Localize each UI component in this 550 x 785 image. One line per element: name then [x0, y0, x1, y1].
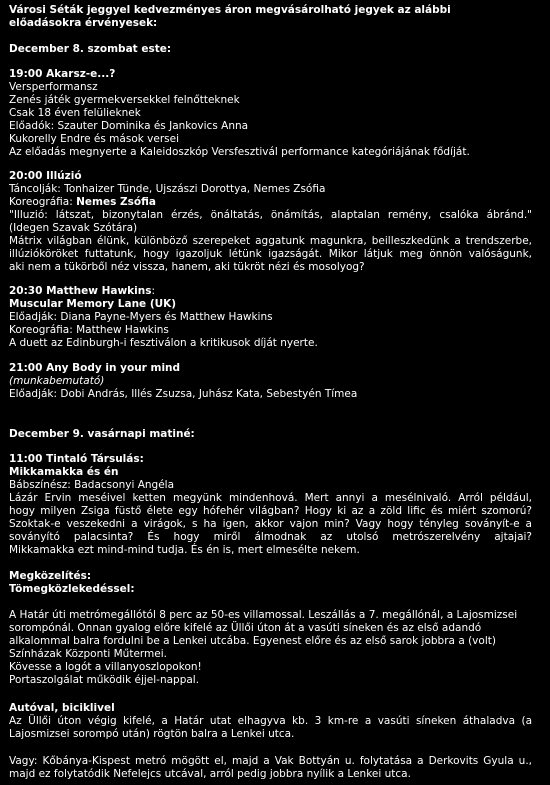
akarsz-title: 19:00 Akarsz-e...? [9, 68, 116, 80]
car-line: Lajosmizsei sorompó után) rögtön balra a Lenkei utca. [9, 728, 295, 740]
transit-line: Színházak Központi Műtermei. [9, 648, 167, 660]
illuzio-choreo-label: Koreográfia: [9, 196, 77, 208]
hawkins-title: 20:30 Matthew Hawkins [9, 285, 152, 297]
hawkins-line: Előadják: Diana Payne-Myers és Matthew Hawkins [9, 311, 273, 323]
hawkins-line: Koreográfia: Matthew Hawkins [9, 324, 169, 336]
intro-line-2: előadásokra érvényesek: [9, 17, 158, 29]
intro-line-1: Városi Séták jeggyel kedvezményes áron megvásárolható jegyek az alábbi [9, 4, 451, 16]
dec9-line: hogy milyen Zsiga füstő élete egy hófehér világban? Hogy ki az a zöld lific és miért szomorú? [9, 505, 532, 517]
dec8-heading: December 8. szombat este: [9, 43, 172, 55]
transit-line: sorompónál. Onnan gyalog előre kifelé az Üllői úton át a vasúti síneken és az első adandó [9, 622, 482, 634]
dec9-heading: December 9. vasárnapi matiné: [9, 428, 195, 440]
illuzio-line: "Illuzió: látszat, bizonytalan érzés, önáltatás, önámítás, alaptalan remény, csalóka ábránd." [9, 209, 532, 221]
dec9-line: Mikkamakka ezt mind-mind tudja. És én is, mert elmesélte nekem. [9, 544, 360, 556]
anybody-note: (munkabemutató) [9, 375, 105, 387]
transit-line: Kövesse a logót a villanyoszlopokon! [9, 661, 202, 673]
anybody-title: 21:00 Any Body in your mind [9, 362, 181, 374]
directions-heading: Megközelítés: [9, 570, 92, 582]
illuzio-line: aki nem a tükörből néz vissza, hanem, aki tükröt nézi és mosolyog? [9, 261, 365, 273]
alt-route-line: majd ez folytatódik Nefelejcs utcával, arról pedig jobbra nyílik a Lenkei utca. [9, 768, 411, 780]
akarsz-line: Csak 18 éven felülieknek [9, 107, 141, 119]
illuzio-line: Mátrix világban élünk, különböző szerepeket aggatunk magunkra, beilleszkedünk a trendszerbe, [9, 235, 532, 247]
akarsz-line: Az előadás megnyerte a Kaleidoszkóp Versfesztivál performance kategóriájának fődíját. [9, 146, 470, 158]
illuzio-line: illúzióköröket futtatunk, hogy igazoljuk létünk igazságát. Mikor látjuk meg önnön valóságunk, [9, 248, 532, 260]
akarsz-line: Zenés játék gyermekversekkel felnőtteknek [9, 94, 240, 106]
dec9-actress: Bábszínész: Badacsonyi Angéla [9, 479, 175, 491]
illuzio-line: (Idegen Szavak Szótára) [9, 222, 138, 234]
car-line: Az Üllői úton végig kifelé, a Határ utat elhagyva kb. 3 km-re a vasúti síneken áthaladva (a [9, 715, 532, 727]
dec9-company: 11:00 Tintaló Társulás: [9, 453, 144, 465]
dec9-show: Mikkamakka és én [9, 466, 119, 478]
transit-line: Portaszolgálat működik éjjel-nappal. [9, 674, 200, 686]
transit-line: A Határ úti metrómegállótól 8 perc az 50-es villamossal. Leszállás a 7. megállónál, a Lajosmizsei [9, 609, 518, 621]
akarsz-line: Versperformansz [9, 81, 98, 93]
dec9-line: Lázár Ervin meséivel ketten megyünk mindenhová. Mert annyi a mesélnivaló. Arról például, [9, 492, 532, 504]
illuzio-title: 20:00 Illúzió [9, 170, 82, 182]
illuzio-choreo-name: Nemes Zsófia [76, 196, 156, 208]
akarsz-line: Előadók: Szauter Dominika és Jankovics Anna [9, 120, 249, 132]
akarsz-line: Kukorelly Endre és mások versei [9, 133, 179, 145]
transit-line: alkalommal balra fordulni be a Lenkei utcába. Egyenest előre és az első sarok jobbra a (volt) [9, 635, 496, 647]
alt-route-line: Vagy: Kőbánya-Kispest metró mögött el, majd a Vak Bottyán u. folytatása a Derkovits Gyula u., [9, 755, 532, 767]
hawkins-title-suffix: : [151, 285, 156, 297]
illuzio-choreography [9, 196, 532, 208]
illuzio-dancers: Táncolják: Tonhaizer Tünde, Ujszászi Dorottya, Nemes Zsófia [9, 183, 326, 195]
dec9-line: Szoktak-e veszekedni a virágok, s ha igen, akkor vajon min? Vagy hogy tényleg soványít-e a [9, 518, 532, 530]
transit-heading: Tömegközlekedéssel: [9, 583, 135, 595]
anybody-performers: Előadják: Dobi András, Illés Zsuzsa, Juhász Kata, Sebestyén Tímea [9, 388, 358, 400]
dec9-line: soványító palacsinta? És hogy miről álmodnak az utolsó metrószerelvény ajtajai? [9, 531, 532, 543]
hawkins-title-row [9, 285, 532, 297]
car-heading: Autóval, biciklivel [9, 702, 115, 714]
hawkins-line: A duett az Edinburgh-i fesztiválon a kritikusok díját nyerte. [9, 337, 318, 349]
hawkins-subtitle: Muscular Memory Lane (UK) [9, 298, 177, 310]
